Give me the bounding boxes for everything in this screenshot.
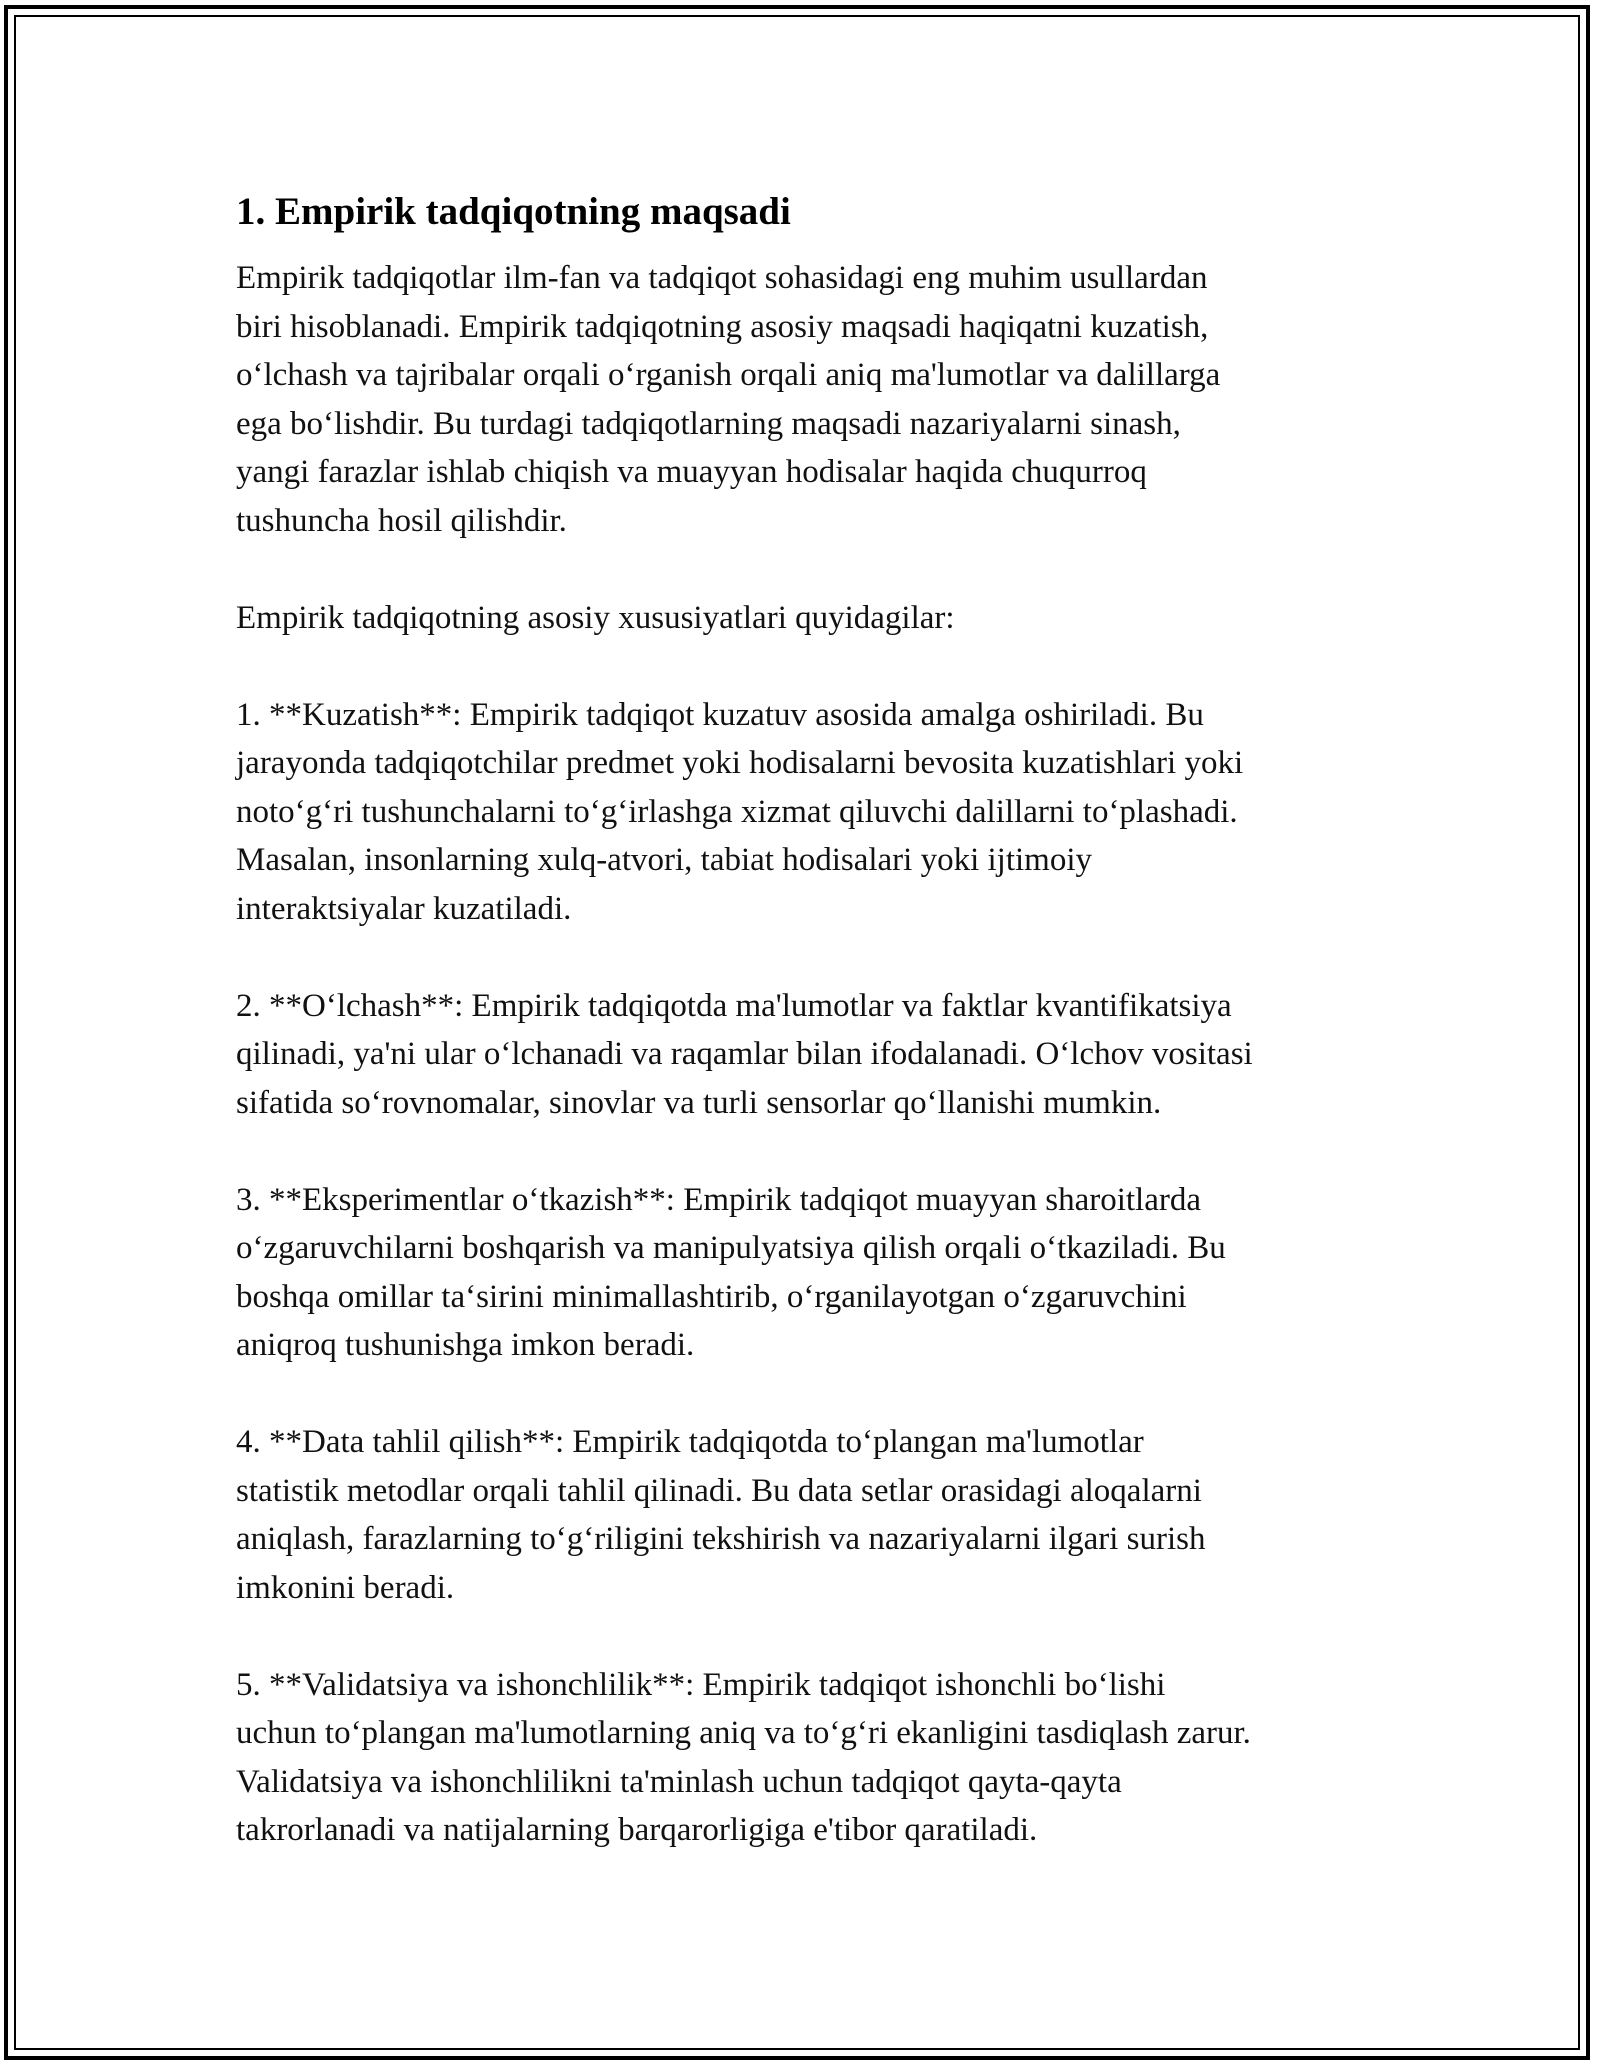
list-item-validatsiya: 5. **Validatsiya va ishonchlilik**: Empirik tadqiqot ishonchli bo‘lishi uchun to‘plangan ma'lumotlarning aniq va to‘g‘ri ekanligini tasdiqlash zarur. Validatsiya va ishonchlilikni ta'minlash uchun tadqiqot qayta-qayta takrorlanadi va natijalarning barqarorligiga e'tibor qaratiladi. <box>236 1666 1251 1848</box>
features-lead-paragraph: Empirik tadqiqotning asosiy xususiyatlari quyidagilar: <box>236 599 955 636</box>
section-heading: 1. Empirik tadqiqotning maqsadi <box>236 190 791 233</box>
list-item-olchash: 2. **O‘lchash**: Empirik tadqiqotda ma'lumotlar va faktlar kvantifikatsiya qilinadi, ya'ni ular o‘lchanadi va raqamlar bilan ifodalanadi. O‘lchov vositasi sifatida so‘rovnomalar, sinovlar va turli sensorlar qo‘llanishi mumkin. <box>236 987 1253 1121</box>
list-item-kuzatish: 1. **Kuzatish**: Empirik tadqiqot kuzatuv asosida amalga oshiriladi. Bu jarayonda tadqiqotchilar predmet yoki hodisalarni bevosita kuzatishlari yoki noto‘g‘ri tushunchalarni to‘g‘irlashga xizmat qiluvchi dalillarni to‘plashadi. Masalan, insonlarning xulq-atvori, tabiat hodisalari yoki ijtimoiy interaktsiyalar kuzatiladi. <box>236 696 1244 927</box>
list-item-eksperimentlar: 3. **Eksperimentlar o‘tkazish**: Empirik tadqiqot muayyan sharoitlarda o‘zgaruvchilarni boshqarish va manipulyatsiya qilish orqali o‘tkaziladi. Bu boshqa omillar ta‘sirini minimallashtirib, o‘rganilayotgan o‘zgaruvchini aniqroq tushunishga imkon beradi. <box>236 1181 1226 1363</box>
list-item-data-tahlil: 4. **Data tahlil qilish**: Empirik tadqiqotda to‘plangan ma'lumotlar statistik metodlar orqali tahlil qilinadi. Bu data setlar orasidagi aloqalarni aniqlash, farazlarning to‘g‘riligini tekshirish va nazariyalarni ilgari surish imkonini beradi. <box>236 1424 1206 1606</box>
intro-paragraph: Empirik tadqiqotlar ilm-fan va tadqiqot sohasidagi eng muhim usullardan biri hisoblanadi. Empirik tadqiqotning asosiy maqsadi haqiqatni kuzatish, o‘lchash va tajribalar orqali o‘rganish orqali aniq ma'lumotlar va dalillarga ega bo‘lishdir. Bu turdagi tadqiqotlarning maqsadi nazariyalarni sinash, yangi farazlar ishlab chiqish va muayyan hodisalar haqida chuqurroq tushuncha hosil qilishdir. <box>236 260 1221 539</box>
document-body <box>236 186 1376 1855</box>
